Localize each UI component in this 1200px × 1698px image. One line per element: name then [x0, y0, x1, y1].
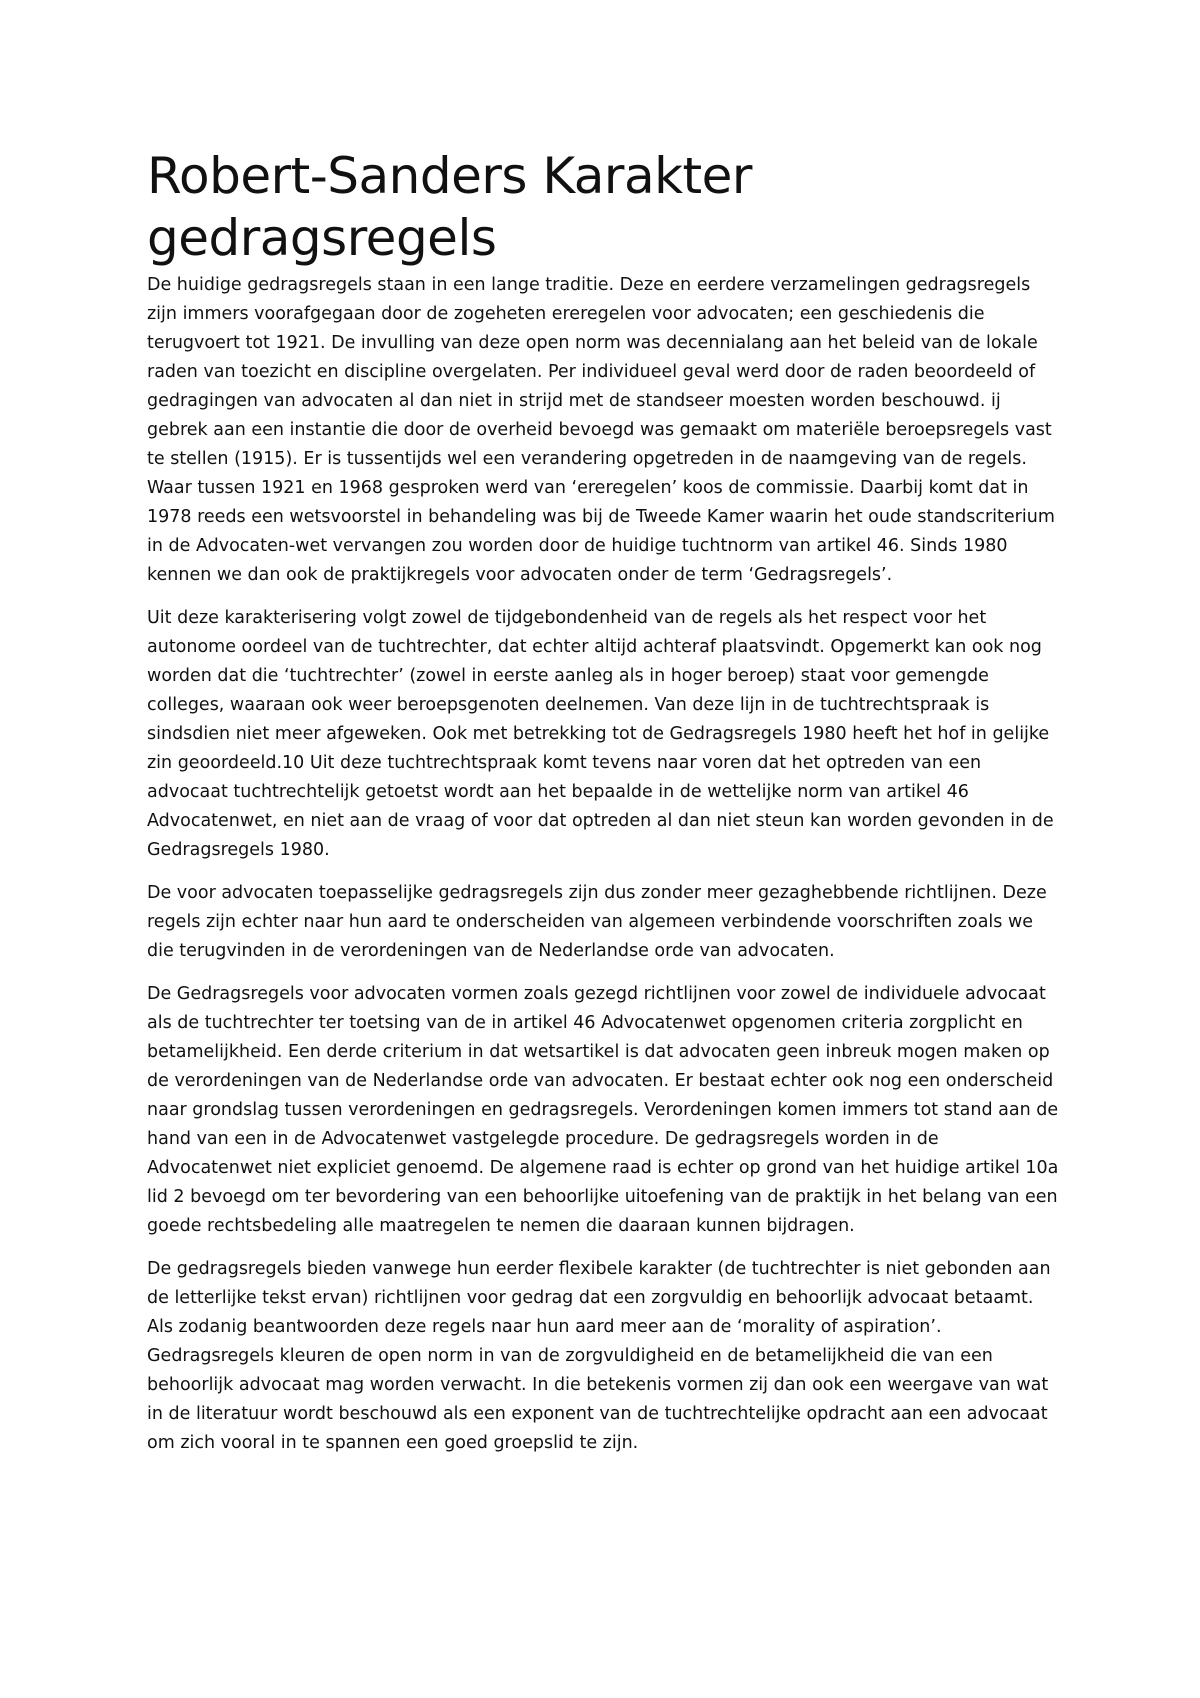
document-title: Robert-Sanders Karakter gedragsregels — [147, 147, 752, 267]
paragraph-5: De gedragsregels bieden vanwege hun eerder flexibele karakter (de tuchtrechter is niet gebonden aan de letterlijke tekst ervan) richtlijnen voor gedrag dat een zorgvuldig en behoorlijk advocaat betaamt. Als zodanig beantwoorden deze regels naar hun aard meer aan de ‘morality of aspiration’. Gedragsregels kleuren de open norm in van de zorgvuldigheid en de betamelijkheid die van een behoorlijk advocaat mag worden verwacht. In die betekenis vormen zij dan ook een weergave van wat in de literatuur wordt beschouwd als een exponent van de tuchtrechtelijke opdracht aan een advocaat om zich vooral in te spannen een goed groepslid te zijn. — [147, 1259, 1051, 1453]
document-body — [147, 145, 1059, 1472]
paragraph-2: Uit deze karakterisering volgt zowel de tijdgebondenheid van de regels als het respect voor het autonome oordeel van de tuchtrechter, dat echter altijd achteraf plaatsvindt. Opgemerkt kan ook nog worden dat die ‘tuchtrechter’ (zowel in eerste aanleg als in hoger beroep) staat voor gemengde colleges, waaraan ook weer beroepsgenoten deelnemen. Van deze lijn in de tuchtrechtspraak is sindsdien niet meer afgeweken. Ook met betrekking tot de Gedragsregels 1980 heeft het hof in gelijke zin geoordeeld.10 Uit deze tuchtrechtspraak komt tevens naar voren dat het optreden van een advocaat tuchtrechtelijk getoetst wordt aan het bepaalde in de wettelijke norm van artikel 46 Advocatenwet, en niet aan de vraag of voor dat optreden al dan niet steun kan worden gevonden in de Gedragsregels 1980. — [147, 608, 1054, 860]
paragraph-3: De voor advocaten toepasselijke gedragsregels zijn dus zonder meer gezaghebbende richtlijnen. Deze regels zijn echter naar hun aard te onderscheiden van algemeen verbindende voorschriften zoals we die terugvinden in de verordeningen van de Nederlandse orde van advocaten. — [147, 883, 1047, 961]
paragraph-4: De Gedragsregels voor advocaten vormen zoals gezegd richtlijnen voor zowel de individuele advocaat als de tuchtrechter ter toetsing van de in artikel 46 Advocatenwet opgenomen criteria zorgplicht en betamelijkheid. Een derde criterium in dat wetsartikel is dat advocaten geen inbreuk mogen maken op de verordeningen van de Nederlandse orde van advocaten. Er bestaat echter ook nog een onderscheid naar grondslag tussen verordeningen en gedragsregels. Verordeningen komen immers tot stand aan de hand van een in de Advocatenwet vastgelegde procedure. De gedragsregels worden in de Advocatenwet niet expliciet genoemd. De algemene raad is echter op grond van het huidige artikel 10a lid 2 bevoegd om ter bevordering van een behoorlijke uitoefening van de praktijk in het belang van een goede rechtsbedeling alle maatregelen te nemen die daaraan kunnen bijdragen. — [147, 984, 1059, 1236]
paragraph-1: De huidige gedragsregels staan in een lange traditie. Deze en eerdere verzamelingen gedragsregels zijn immers voorafgegaan door de zogeheten ereregelen voor advocaten; een geschiedenis die terugvoert tot 1921. De invulling van deze open norm was decennialang aan het beleid van de lokale raden van toezicht en discipline overgelaten. Per individueel geval werd door de raden beoordeeld of gedragingen van advocaten al dan niet in strijd met de standseer moesten worden beschouwd. ij gebrek aan een instantie die door de overheid bevoegd was gemaakt om materiële beroepsregels vast te stellen (1915). Er is tussentijds wel een verandering opgetreden in de naamgeving van de regels. Waar tussen 1921 en 1968 gesproken werd van ‘ereregelen’ koos de commissie. Daarbij komt dat in 1978 reeds een wetsvoorstel in behandeling was bij de Tweede Kamer waarin het oude standscriterium in de Advocaten-wet vervangen zou worden door de huidige tuchtnorm van artikel 46. Sinds 1980 kennen we dan ook de praktijkregels voor advocaten onder de term ‘Gedragsregels’. — [147, 275, 1055, 585]
